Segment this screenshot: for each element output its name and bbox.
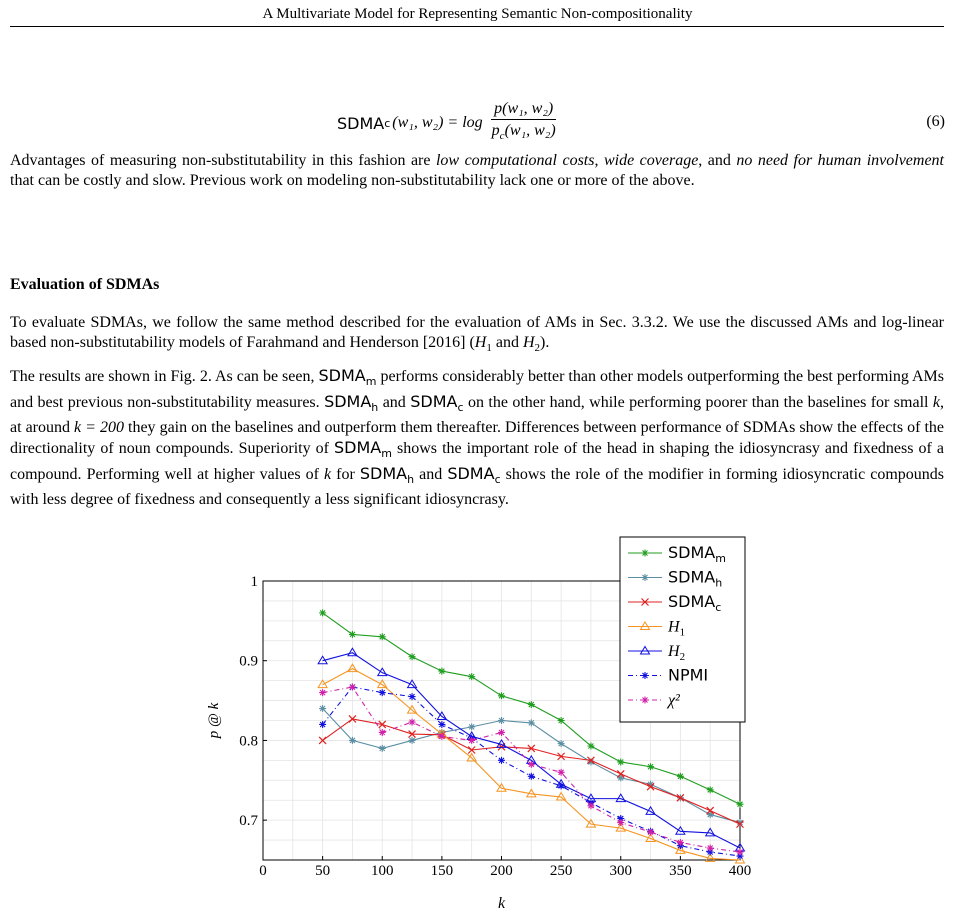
p3-sdma-h-2: SDMA	[359, 464, 408, 483]
p3-text-9: and	[414, 466, 448, 483]
series-point-6	[528, 761, 535, 768]
y-tick-label: 0.8	[239, 733, 258, 750]
p3-k-3: k	[324, 466, 332, 483]
series-point-6	[349, 684, 356, 691]
legend-label-4: $H_2$	[668, 643, 686, 663]
eq-lhs-args: (w₁, w₂) = log	[392, 114, 483, 131]
series-point-6	[647, 829, 654, 836]
series-point-6	[468, 737, 475, 744]
series-point-6	[498, 729, 505, 736]
series-point-5	[558, 782, 565, 789]
eq-den-args: (w₁, w₂)	[504, 122, 556, 139]
p1-emph-3: no need for human involvement	[736, 152, 944, 169]
y-tick-label: 0.7	[239, 813, 258, 830]
p3-text-2: performs considerably better than other models outperforming the best performing AMs and best previous non-substitutability measures.	[10, 368, 944, 411]
legend-marker-5	[642, 672, 649, 679]
series-point-0	[677, 773, 684, 780]
series-point-0	[528, 701, 535, 708]
section-heading: Evaluation of SDMAs	[10, 276, 160, 293]
series-point-6	[438, 733, 445, 740]
p3-sdma-h-sub: h	[371, 401, 379, 414]
p3-sdma-c-sub: c	[457, 401, 464, 414]
p1-text-4: that can be costly and slow. Previous work on modeling non-substitutability lack one or more of the above.	[10, 172, 695, 189]
p1-emph-1: low computational costs	[435, 152, 595, 169]
p3-text-1: The results are shown in Fig. 2. As can be seen,	[10, 368, 319, 385]
p3-sdma-h-2-sub: h	[407, 473, 415, 486]
p3-sdma-h: SDMA	[324, 392, 372, 411]
series-point-0	[647, 763, 654, 770]
legend-label-3: $H_1$	[668, 618, 686, 639]
x-tick-label: 300	[609, 863, 632, 879]
p3-k-1: k	[932, 394, 940, 411]
p3-text-10: shows the role of the modifier in forming idiosyncratic compounds with less degree of fixedness and consequently a less significant idiosyncrasy.	[10, 466, 945, 508]
legend-label-0: $SDMA_m$	[668, 543, 726, 565]
running-head: A Multivariate Model for Representing Semantic Non-compositionality	[262, 6, 693, 22]
p1-text-2: ,	[594, 152, 604, 169]
legend-label-2: $SDMA_c$	[668, 592, 722, 614]
equation-number: (6)	[926, 113, 945, 130]
legend-label-6: χ²	[668, 692, 680, 709]
x-tick-label: 150	[430, 863, 454, 879]
x-axis-label: k	[497, 895, 506, 912]
legend-marker-6	[642, 697, 649, 704]
p2-h2: H	[522, 334, 535, 351]
p3-sdma-c-2: SDMA	[447, 464, 495, 483]
series-point-1	[528, 719, 535, 726]
eq-den-sub: c	[499, 130, 505, 142]
p3-sdma-c-2-sub: c	[494, 473, 501, 486]
x-tick-label: 350	[669, 863, 692, 879]
series-point-6	[707, 845, 714, 852]
p2-text-3: ).	[540, 334, 550, 351]
legend-label-5: NPMI	[668, 665, 709, 685]
legend-marker-1	[642, 574, 649, 581]
x-tick-label: 100	[371, 863, 394, 879]
p2-h1: H	[474, 334, 487, 351]
p3-sdma-c: SDMA	[410, 392, 458, 411]
p1-text-3: , and	[698, 152, 737, 169]
eq-lhs-sub: c	[384, 116, 391, 130]
series-point-1	[349, 737, 356, 744]
p3-sdma-m-2-sub: m	[381, 447, 392, 460]
series-point-5	[379, 689, 386, 696]
y-tick-label: 0.9	[239, 653, 258, 670]
p3-sdma-m-2: SDMA	[334, 438, 382, 457]
series-point-6	[558, 769, 565, 776]
x-tick-label: 0	[259, 863, 267, 879]
x-tick-label: 200	[490, 863, 513, 879]
series-point-6	[617, 819, 624, 826]
series-point-0	[379, 633, 386, 640]
series-point-5	[409, 693, 416, 700]
x-tick-label: 400	[728, 863, 752, 879]
series-point-6	[677, 839, 684, 846]
p2-text-1: To evaluate SDMAs, we follow the same method described for the evaluation of AMs in Sec. 3.3.2. We use the discussed AMs and log-linear based non-substitutability models of Farahmand and Henderson [2016] (	[10, 314, 944, 351]
x-tick-label: 50	[315, 863, 331, 879]
y-axis-label: p @ k	[206, 702, 222, 739]
series-point-0	[349, 631, 356, 638]
x-tick-label: 250	[549, 863, 573, 879]
series-point-0	[468, 673, 475, 680]
series-point-1	[498, 717, 505, 724]
series-point-5	[438, 721, 445, 728]
p3-text-4: on the other hand, while performing poorer than the baselines for small	[463, 394, 933, 411]
series-point-0	[438, 668, 445, 675]
p3-text-7: shows the important role of the head in shaping the idiosyncrasy and fixedness of a compound. Performing well at higher values of	[10, 440, 944, 483]
series-point-1	[319, 705, 326, 712]
series-point-1	[409, 737, 416, 744]
p3-text-5: , at around	[10, 394, 944, 436]
series-point-6	[409, 719, 416, 726]
series-point-6	[319, 689, 326, 696]
eq-numerator: p(w₁, w₂)	[491, 99, 556, 120]
series-point-0	[409, 653, 416, 660]
series-point-1	[468, 723, 475, 730]
series-point-0	[319, 609, 326, 616]
series-point-1	[558, 740, 565, 747]
p2-h1-sub: 1	[486, 342, 492, 354]
series-point-5	[528, 773, 535, 780]
p3-text-8: for	[331, 466, 360, 483]
eq-den-p: p	[491, 122, 500, 139]
p3-sdma-m: SDMA	[318, 366, 366, 385]
p3-k-2: k = 200	[74, 419, 124, 436]
series-point-5	[319, 721, 326, 728]
series-point-0	[707, 786, 714, 793]
series-point-6	[587, 802, 594, 809]
eq-lhs-name: SDMA	[337, 113, 385, 133]
p3-sdma-m-sub: m	[365, 375, 377, 388]
series-point-0	[737, 801, 744, 808]
legend-label-1: $SDMA_h$	[668, 567, 723, 590]
p3-text-3: and	[378, 394, 411, 411]
p2-h2-sub: 2	[534, 342, 541, 354]
p1-text-1: Advantages of measuring non-substitutability in this fashion are	[10, 152, 436, 169]
series-point-0	[558, 717, 565, 724]
legend-marker-0	[642, 550, 649, 557]
series-point-6	[379, 729, 386, 736]
series-point-5	[498, 757, 505, 764]
series-point-0	[498, 692, 505, 699]
p3-text-6: they gain on the baselines and outperform them thereafter. Differences between performance of SDMAs show the effects of the directionality of noun compounds. Superiority of	[10, 419, 944, 457]
series-point-0	[587, 743, 594, 750]
series-point-0	[617, 758, 624, 765]
series-point-1	[379, 745, 386, 752]
p2-text-2: and	[491, 334, 523, 351]
series-point-6	[737, 849, 744, 856]
y-tick-label: 1	[250, 574, 258, 590]
p1-emph-2: wide coverage	[603, 152, 699, 169]
